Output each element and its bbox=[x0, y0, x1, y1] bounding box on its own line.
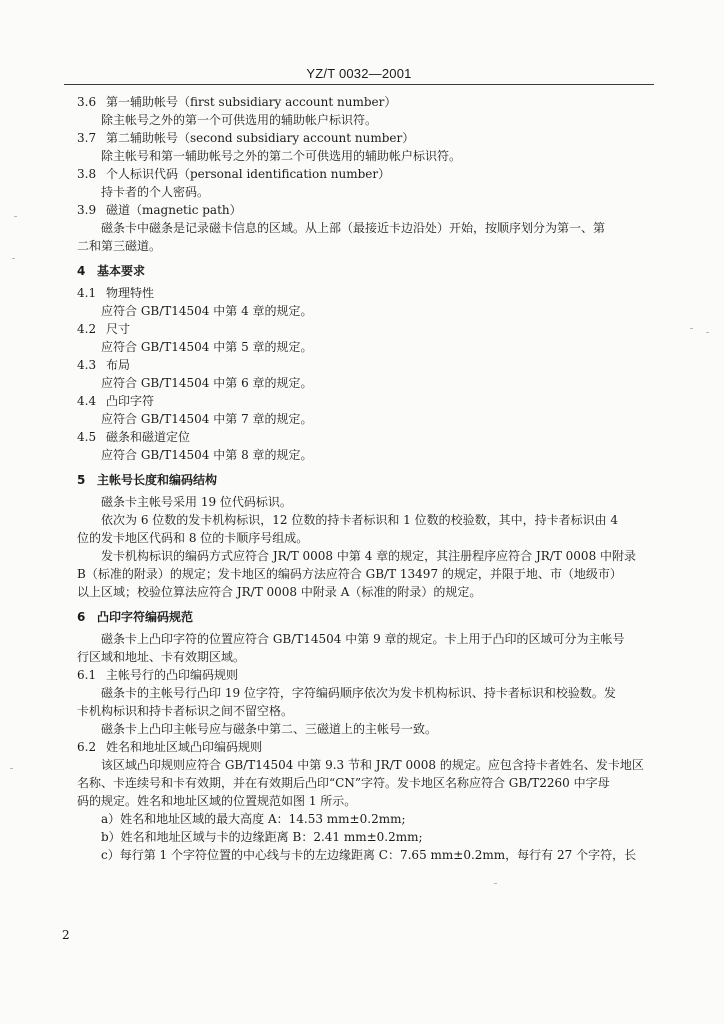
item-4-4-body: 应符合 GB/T14504 中第 7 章的规定。 bbox=[101, 412, 313, 426]
item-6-1-para2: 磁条卡上凸印主帐号应与磁条中第二、三磁道上的主帐号一致。 bbox=[101, 722, 438, 736]
header-rule bbox=[64, 84, 654, 85]
section-5-para3-line1: 发卡机构标识的编码方式应符合 JR/T 0008 中第 4 章的规定，其注册程序应符合 JR/T 0008 中附录 bbox=[101, 549, 637, 563]
section-6-heading: 6 凸印字符编码规范 bbox=[77, 610, 194, 624]
scan-speck bbox=[494, 883, 497, 884]
item-4-1-body: 应符合 GB/T14504 中第 4 章的规定。 bbox=[101, 304, 313, 318]
term-3-8-title: 3.8 个人标识代码（personal identification number） bbox=[77, 167, 391, 181]
term-3-9-body-line2: 二和第三磁道。 bbox=[77, 239, 162, 253]
item-4-2-body: 应符合 GB/T14504 中第 5 章的规定。 bbox=[101, 340, 313, 354]
section-6-para1-line2: 行区域和地址、卡有效期区域。 bbox=[77, 650, 246, 664]
section-5-para1: 磁条卡主帐号采用 19 位代码标识。 bbox=[101, 495, 292, 509]
item-4-1-title: 4.1 物理特性 bbox=[77, 286, 155, 300]
item-6-2-list-a: a）姓名和地址区域的最大高度 A：14.53 mm±0.2mm; bbox=[101, 812, 406, 826]
item-6-2-list-c: c）每行第 1 个字符位置的中心线与卡的左边缘距离 C：7.65 mm±0.2mm，每行有 27 个字符，长 bbox=[101, 848, 637, 862]
term-3-9-body-line1: 磁条卡中磁条是记录磁卡信息的区域。从上部（最接近卡边沿处）开始，按顺序划分为第一、第 bbox=[101, 221, 606, 235]
item-4-5-title: 4.5 磁条和磁道定位 bbox=[77, 430, 191, 444]
scan-speck bbox=[690, 328, 693, 329]
section-5-heading: 5 主帐号长度和编码结构 bbox=[77, 473, 218, 487]
section-5-para3-line2: B（标准的附录）的规定；发卡地区的编码方法应符合 GB/T 13497 的规定，并限于地、市（地级市） bbox=[77, 567, 622, 581]
item-6-1-para1-line2: 卡机构标识和持卡者标识之间不留空格。 bbox=[77, 704, 294, 718]
term-3-6-title: 3.6 第一辅助帐号（first subsidiary account number） bbox=[77, 95, 397, 109]
page-content bbox=[77, 93, 651, 864]
item-4-3-body: 应符合 GB/T14504 中第 6 章的规定。 bbox=[101, 376, 313, 390]
section-4-heading: 4 基本要求 bbox=[77, 264, 146, 278]
scan-speck bbox=[706, 332, 709, 333]
item-6-2-para1-line1: 该区域凸印规则应符合 GB/T14504 中第 9.3 节和 JR/T 0008 的规定。应包含持卡者姓名、发卡地区 bbox=[101, 758, 644, 772]
item-4-3-title: 4.3 布局 bbox=[77, 358, 131, 372]
item-4-4-title: 4.4 凸印字符 bbox=[77, 394, 155, 408]
term-3-9-title: 3.9 磁道（magnetic path） bbox=[77, 203, 242, 217]
document-code-header: YZ/T 0032—2001 bbox=[306, 66, 412, 81]
term-3-6-body: 除主帐号之外的第一个可供选用的辅助帐户标识符。 bbox=[101, 113, 378, 127]
item-4-5-body: 应符合 GB/T14504 中第 8 章的规定。 bbox=[101, 448, 313, 462]
scan-speck bbox=[14, 216, 17, 217]
item-6-2-list-b: b）姓名和地址区域与卡的边缘距离 B：2.41 mm±0.2mm; bbox=[101, 830, 423, 844]
scan-speck bbox=[10, 768, 13, 769]
scan-speck bbox=[12, 258, 15, 259]
item-6-2-para1-line2: 名称、卡连续号和卡有效期，并在有效期后凸印“CN”字符。发卡地区名称应符合 GB/T2260 中字母 bbox=[77, 776, 610, 790]
item-6-2-title: 6.2 姓名和地址区域凸印编码规则 bbox=[77, 740, 263, 754]
section-6-para1-line1: 磁条卡上凸印字符的位置应符合 GB/T14504 中第 9 章的规定。卡上用于凸印的区域可分为主帐号 bbox=[101, 632, 625, 646]
section-5-para2-line2: 位的发卡地区代码和 8 位的卡顺序号组成。 bbox=[77, 531, 309, 545]
item-6-2-para1-line3: 码的规定。姓名和地址区域的位置规范如图 1 所示。 bbox=[77, 794, 357, 808]
section-5-para3-line3: 以上区域；校验位算法应符合 JR/T 0008 中附录 A（标准的附录）的规定。 bbox=[77, 585, 482, 599]
term-3-8-body: 持卡者的个人密码。 bbox=[101, 185, 210, 199]
term-3-7-body: 除主帐号和第一辅助帐号之外的第二个可供选用的辅助帐户标识符。 bbox=[101, 149, 462, 163]
term-3-7-title: 3.7 第二辅助帐号（second subsidiary account number） bbox=[77, 131, 415, 145]
item-6-1-title: 6.1 主帐号行的凸印编码规则 bbox=[77, 668, 239, 682]
section-5-para2-line1: 依次为 6 位数的发卡机构标识，12 位数的持卡者标识和 1 位数的校验数，其中，持卡者标识由 4 bbox=[101, 513, 619, 527]
page-number: 2 bbox=[62, 928, 70, 942]
item-6-1-para1-line1: 磁条卡的主帐号行凸印 19 位字符，字符编码顺序依次为发卡机构标识、持卡者标识和校验数。发 bbox=[101, 686, 616, 700]
item-4-2-title: 4.2 尺寸 bbox=[77, 322, 131, 336]
